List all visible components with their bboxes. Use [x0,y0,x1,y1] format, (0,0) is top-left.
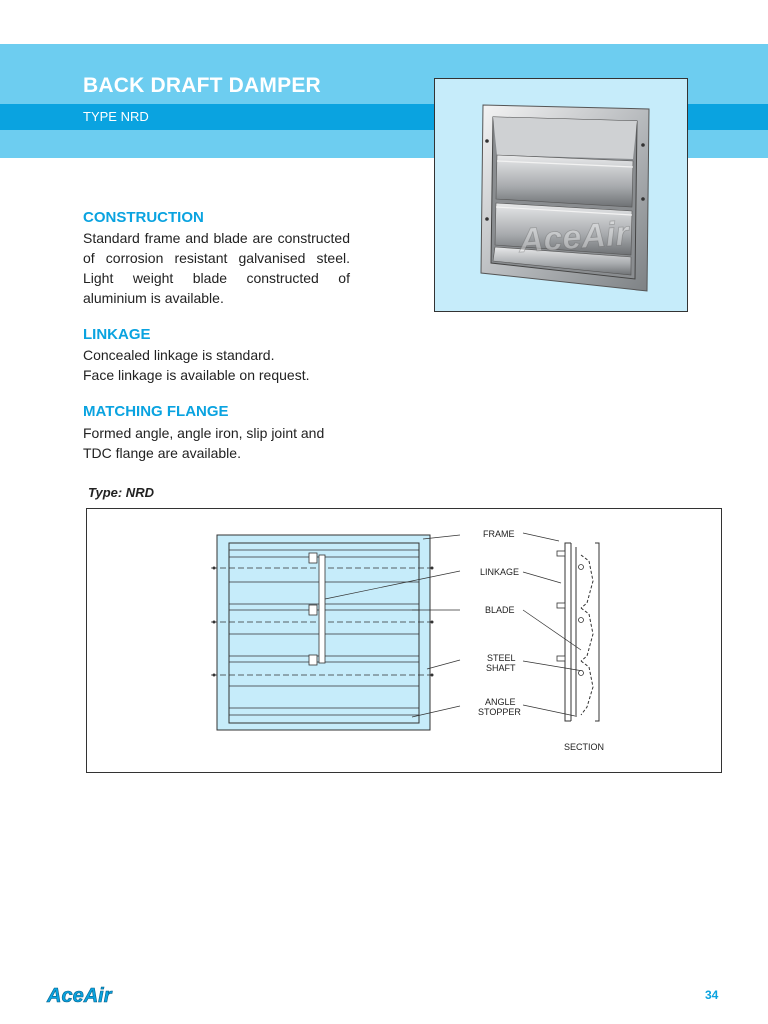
page-title: BACK DRAFT DAMPER [83,74,321,97]
label-shaft: SHAFT [486,663,516,673]
linkage-line-1: Concealed linkage is standard. [83,347,275,363]
nrd-diagram-drawing [87,509,721,772]
label-angle: ANGLE [485,697,516,707]
label-blade: BLADE [485,605,515,615]
diagram-caption: Type: NRD [88,485,154,500]
label-steel: STEEL [487,653,516,663]
nrd-diagram [86,508,722,773]
label-linkage: LINKAGE [480,567,520,577]
construction-text: Standard frame and blade are constructed of corrosion resistant galvanised steel. Light weight blade constructed of aluminium is available. [83,230,350,306]
linkage-bar [319,555,325,663]
section-shafts [557,551,584,676]
label-section: SECTION [564,742,605,752]
aceair-logo [46,984,130,1013]
label-frame: FRAME [483,529,515,539]
matching-flange-text: Formed angle, angle iron, slip joint and TDC flange are available. [83,425,325,461]
damper-photo-illustration [435,79,687,311]
linkage-line-2: Face linkage is available on request. [83,367,310,383]
page-number: 34 [705,988,719,1002]
logo-text: AceAir [47,985,112,1007]
matching-flange-heading: MATCHING FLANGE [83,403,229,420]
construction-heading: CONSTRUCTION [83,209,204,226]
label-stopper: STOPPER [478,707,521,717]
linkage-text [83,345,373,385]
logo-mark [46,984,130,1008]
linkage-heading: LINKAGE [83,326,151,343]
photo-watermark: AceAir [517,214,630,261]
page-subtitle: TYPE NRD [83,109,149,124]
product-photo [434,78,688,312]
